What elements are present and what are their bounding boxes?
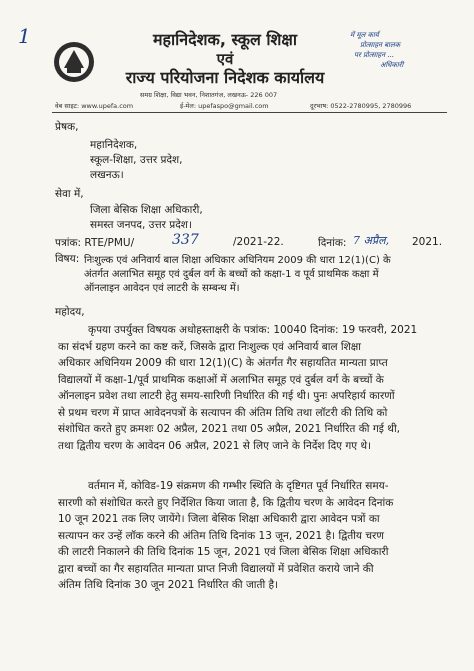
paragraph-1 bbox=[58, 322, 444, 454]
sender-label: प्रेषक, bbox=[55, 121, 79, 133]
subject-line: ऑनलाइन आवेदन एवं लाटरी के सम्बन्ध में। bbox=[84, 283, 240, 294]
email: ई-मेल: upefaspo@gmail.com bbox=[180, 102, 269, 110]
header-rule bbox=[52, 112, 447, 113]
to-line: समस्त जनपद, उत्तर प्रदेश। bbox=[90, 219, 192, 231]
date-hand: 7 अप्रैल, bbox=[353, 234, 390, 247]
sender-line: महानिदेशक, bbox=[90, 139, 138, 151]
website: वेब साइट: www.upefa.com bbox=[55, 102, 134, 110]
sender-line: लखनऊ। bbox=[90, 169, 124, 181]
para-line: संशोधित करते हुए क्रमशः 02 अप्रैल, 2021 तथा 05 अप्रैल, 2021 निर्धारित की गई थी, bbox=[58, 423, 401, 435]
para-line: से प्रथम चरण में प्राप्त आवेदनपत्रों के सत्यापन की अंतिम तिथि तथा लॉटरी की तिथि को bbox=[58, 406, 388, 419]
para-line: का संदर्भ ग्रहण करने का कष्ट करें, जिसके द्वारा निःशुल्क एवं अनिवार्य बाल शिक्षा bbox=[58, 340, 362, 353]
para-line: द्वारा बच्चों का गैर सहायतित मान्यता प्राप्त निजी विद्यालयों में प्रवेशित कराये जाने की bbox=[58, 562, 374, 575]
phone: दूरभाष: 0522-2780995, 2780996 bbox=[310, 102, 412, 110]
up-education-emblem-icon bbox=[52, 40, 96, 84]
para-line: अधिकार अधिनियम 2009 की धारा 12(1)(C) के अंतर्गत गैर सहायतित मान्यता प्राप्त bbox=[58, 357, 388, 369]
to-label: सेवा में, bbox=[55, 188, 84, 200]
para-line: सारणी को संशोधित करते हुए निर्देशित किया जाता है, कि द्वितीय चरण के आवेदन दिनांक bbox=[58, 496, 394, 509]
ref-prefix: पत्रांक: RTE/PMU/ bbox=[55, 237, 135, 249]
para-line: विद्यालयों में कक्षा-1/पूर्व प्राथमिक कक्षाओं में अलाभित समूह एवं दुर्बल वर्ग के बच्चों के bbox=[58, 373, 384, 386]
title-line-1: महानिदेशक, स्कूल शिक्षा bbox=[152, 30, 298, 49]
para-line: तथा द्वितीय चरण के आवेदन 06 अप्रैल, 2021 से लिए जाने के निर्देश दिए गए थे। bbox=[58, 439, 372, 452]
title-line-3: राज्य परियोजना निदेशक कार्यालय bbox=[125, 68, 325, 87]
salutation: महोदय, bbox=[55, 306, 85, 318]
para-line: 10 जून 2021 तक लिए जायेंगे। जिला बेसिक शिक्षा अधिकारी द्वारा आवेदन पत्रों का bbox=[58, 513, 380, 525]
stamp-line: अधिकारी bbox=[380, 61, 404, 69]
para-line: अंतिम तिथि दिनांक 30 जून 2021 निर्धारित की जाती है। bbox=[58, 579, 279, 591]
office-title bbox=[100, 30, 350, 88]
para-line: की लाटरी निकालने की तिथि दिनांक 15 जून, 2021 एवं जिला बेसिक शिक्षा अधिकारी bbox=[58, 546, 389, 558]
subject-line: निःशुल्क एवं अनिवार्य बाल शिक्षा अधिकार अधिनियम 2009 की धारा 12(1)(C) के bbox=[84, 255, 391, 266]
to-line: जिला बेसिक शिक्षा अधिकारी, bbox=[90, 204, 203, 216]
subject-line: अंतर्गत अलाभित समूह एवं दुर्बल वर्ग के बच्चों को कक्षा-1 व पूर्व प्राथमिक कक्षा में bbox=[84, 269, 379, 280]
para-line: कृपया उपर्युक्त विषयक अधोहस्ताक्षरी के पत्रांक: 10040 दिनांक: 19 फरवरी, 2021 bbox=[88, 324, 418, 336]
subject-label: विषय: bbox=[55, 253, 80, 265]
stamp-line: में मूल कार्य bbox=[350, 31, 379, 39]
date-year: 2021. bbox=[412, 236, 443, 248]
para-line: वर्तमान में, कोविड-19 संक्रमण की गम्भीर स्थिति के दृष्टिगत पूर्व निर्धारित समय- bbox=[88, 480, 389, 492]
para-line: ऑनलाइन प्रवेश तथा लाटरी हेतु समय-सारिणी निर्धारित की गई थी। पुनः अपरिहार्य कारणों bbox=[58, 390, 395, 402]
ref-number: 337 bbox=[172, 232, 199, 248]
stamp-line: प्रोत्साहन बालक bbox=[360, 41, 401, 49]
paragraph-2 bbox=[58, 478, 444, 594]
margin-mark: 1 bbox=[18, 24, 31, 48]
date-label: दिनांक: bbox=[318, 237, 347, 249]
title-line-2: एवं bbox=[216, 50, 234, 68]
ref-year: /2021-22. bbox=[233, 236, 284, 248]
office-address: समग्र शिक्षा, विद्या भवन, निशातगंज, लखनऊ- 226 007 bbox=[140, 91, 278, 99]
sender-line: स्कूल-शिक्षा, उत्तर प्रदेश, bbox=[90, 154, 183, 166]
para-line: सत्यापन कर उन्हें लॉक करने की अंतिम तिथि दिनांक 13 जून, 2021 है। द्वितीय चरण bbox=[58, 529, 384, 542]
stamp-line: पर प्रोत्साहन ... bbox=[354, 51, 394, 59]
handwritten-endorsement bbox=[350, 30, 462, 110]
